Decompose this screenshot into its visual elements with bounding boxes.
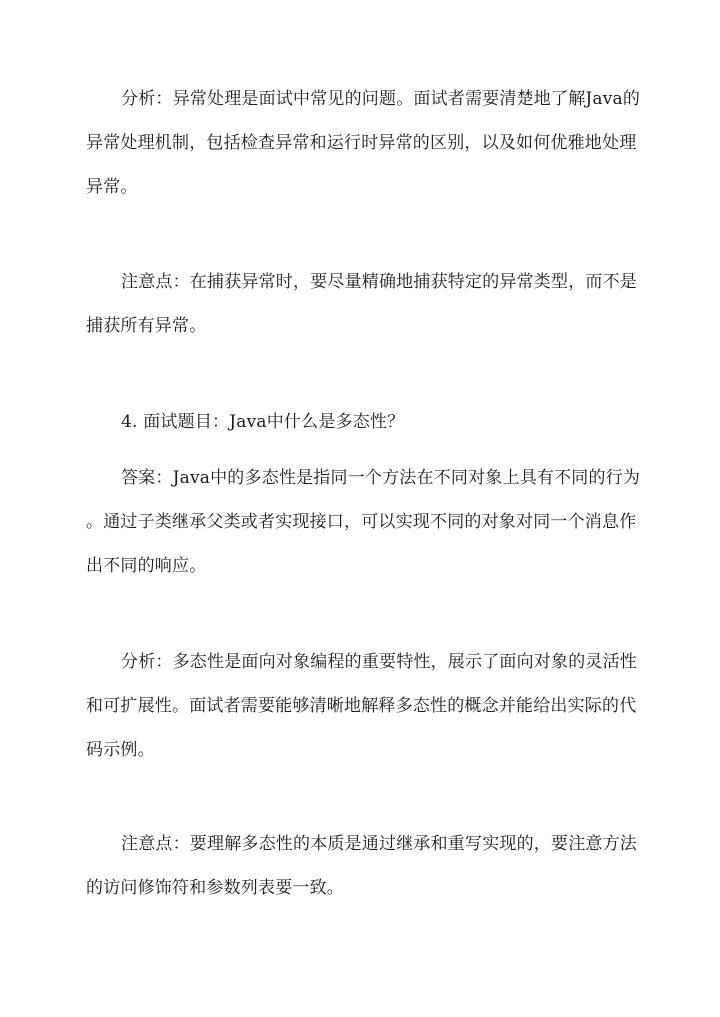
question-4-heading: 4. 面试题目：Java中什么是多态性？ [121,412,405,432]
note-1-line-2: 捕获所有异常。 [86,316,207,336]
analysis-1-line-2: 异常处理机制，包括检查异常和运行时异常的区别，以及如何优雅地处理 [86,133,637,153]
note-1-line-1: 注意点：在捕获异常时，要尽量精确地捕获特定的异常类型，而不是 [121,272,637,292]
analysis-1-line-3: 异常。 [86,177,138,197]
note-2-line-1: 注意点：要理解多态性的本质是通过继承和重写实现的，要注意方法 [121,834,637,854]
note-2-line-2: 的访问修饰符和参数列表要一致。 [86,878,344,898]
analysis-2-line-1: 分析：多态性是面向对象编程的重要特性，展示了面向对象的灵活性 [121,652,637,672]
answer-line-3: 出不同的响应。 [86,556,207,576]
analysis-2-line-2: 和可扩展性。面试者需要能够清晰地解释多态性的概念并能给出实际的代 [86,696,637,716]
answer-line-2: 。通过子类继承父类或者实现接口，可以实现不同的对象对同一个消息作 [86,512,637,532]
answer-line-1: 答案：Java中的多态性是指同一个方法在不同对象上具有不同的行为 [121,468,641,488]
analysis-1-line-1: 分析：异常处理是面试中常见的问题。面试者需要清楚地了解Java的 [121,89,641,109]
analysis-2-line-3: 码示例。 [86,740,155,760]
